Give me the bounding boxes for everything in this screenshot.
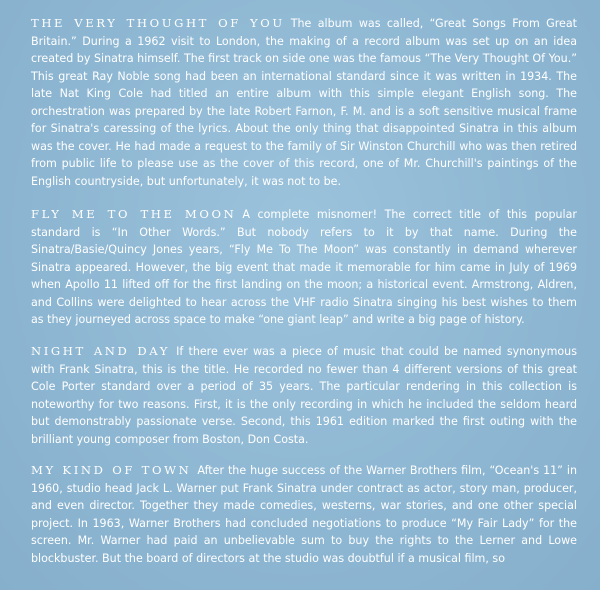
section-title: MY KIND OF TOWN	[31, 463, 192, 477]
section-very-thought-of-you	[31, 15, 577, 190]
section-title: NIGHT AND DAY	[31, 344, 171, 358]
section-body: If there ever was a piece of music that could be named synonymous with Frank Sinatra, this is the title. He recorded no fewer than 4 different versions of this great Cole Porter standard over a period of 35 years. The particular rendering in this collection is noteworthy for two reasons. First, it is the only recording in which he included the seldom heard but demonstrably passionate verse. Second, this 1961 edition marked the first outing with the brilliant young composer from Boston, Don Costa.	[31, 345, 577, 446]
section-title: THE VERY THOUGHT OF YOU	[31, 16, 285, 30]
section-my-kind-of-town	[31, 462, 577, 567]
section-title: FLY ME TO THE MOON	[31, 207, 237, 221]
section-body: A complete misnomer! The correct title of this popular standard is “In Other Words.” But nobody refers to it by that name. During the Sinatra/Basie/Quincy Jones years, “Fly Me To The Moon” was constantly in demand wherever Sinatra appeared. However, the big event that made it memorable for him came in July of 1969 when Apollo 11 lifted off for the first landing on the moon; a historical event. Armstrong, Aldren, and Collins were delighted to hear across the VHF radio Sinatra singing his best wishes to them as they journeyed across space to make “one giant leap” and write a big page of history.	[31, 208, 577, 326]
section-body: After the huge success of the Warner Brothers film, “Ocean's 11” in 1960, studio head Jack L. Warner put Frank Sinatra under contract as actor, story man, producer, and even director. Together they made comedies, westerns, war stories, and one other special project. In 1963, Warner Brothers had concluded negotiations to produce “My Fair Lady” for the screen. Mr. Warner had paid an unbelievable sum to buy the rights to the Lerner and Lowe blockbuster. But the board of directors at the studio was doubtful if a musical film, so	[31, 464, 577, 565]
section-night-and-day	[31, 343, 577, 448]
section-fly-me-to-the-moon	[31, 206, 577, 329]
section-body: The album was called, “Great Songs From Great Britain.” During a 1962 visit to London, the making of a record album was set up on an idea created by Sinatra himself. The first track on side one was the famous “The Very Thought Of You.” This great Ray Noble song had been an international standard since it was written in 1934. The late Nat King Cole had titled an entire album with this simple elegant English song. The orchestration was prepared by the late Robert Farnon, F. M. and is a soft sensitive musical frame for Sinatra's caressing of the lyrics. About the only thing that disappointed Sinatra in this album was the cover. He had made a request to the family of Sir Winston Churchill who was then retired from public life to please use as the cover of this record, one of Mr. Churchill's paintings of the English countryside, but unfortunately, it was not to be.	[31, 17, 577, 188]
